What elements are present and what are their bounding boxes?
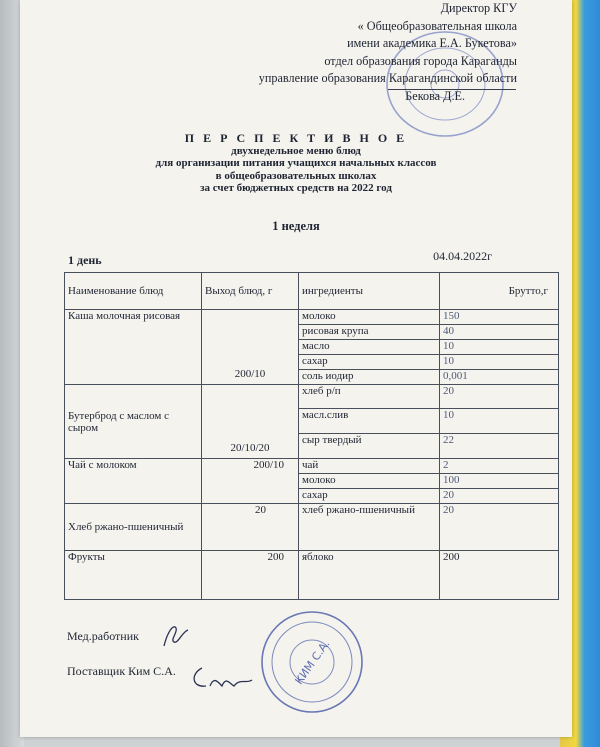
dish-output: 200/10 — [202, 459, 299, 504]
ingredient-gross: 10 — [440, 340, 559, 355]
heading-line: для организации питания учащихся начальных классов — [155, 157, 437, 170]
ingredient-gross: 40 — [440, 325, 559, 340]
stamp-text: КИМ С.А. — [292, 637, 333, 687]
ingredient-gross: 20 — [440, 385, 559, 409]
ingredient-gross: 10 — [440, 409, 559, 434]
signature-line — [388, 89, 516, 90]
dish-output: 20/10/20 — [202, 385, 299, 459]
approval-line: имени академика Е.А. Букетова» — [347, 36, 517, 51]
menu-date: 04.04.2022г — [433, 249, 492, 263]
day-label: 1 день — [68, 253, 102, 267]
document-heading — [20, 132, 572, 195]
dish-output: 20 — [202, 504, 299, 551]
ingredient-name: рисовая крупа — [299, 325, 440, 340]
ingredient-gross: 20 — [440, 504, 559, 551]
column-header: Брутто,г — [440, 273, 559, 310]
heading-line: двухнедельное меню блюд — [231, 144, 361, 157]
column-header: ингредиенты — [299, 273, 440, 310]
ingredient-gross: 10 — [440, 355, 559, 370]
approval-line: управление образования Карагандинской области — [258, 71, 517, 86]
dish-name: Хлеб ржано-пшеничный — [65, 504, 202, 551]
heading-line: в общеобразовательных школах — [215, 169, 377, 182]
menu-document — [20, 0, 572, 737]
table-row — [65, 504, 559, 551]
ingredient-name: хлеб ржано-пшеничный — [299, 504, 440, 551]
approval-line: « Общеобразовательная школа — [357, 18, 517, 33]
ingredient-name: соль иодир — [299, 370, 440, 385]
ingredient-name: сахар — [299, 355, 440, 370]
ingredient-gross: 0,001 — [440, 370, 559, 385]
ingredient-gross: 2 — [440, 459, 559, 474]
approval-signatory: Бекова Д.Е. — [405, 88, 465, 103]
menu-table — [64, 272, 559, 600]
column-header: Наименование блюд — [65, 273, 202, 310]
table-row — [65, 551, 559, 600]
dish-name: Бутерброд с маслом с сыром — [65, 385, 202, 459]
medic-label: Мед.работник — [67, 629, 139, 643]
approval-line: отдел образования города Караганды — [324, 53, 517, 68]
approval-line: Директор КГУ — [440, 1, 517, 15]
dish-name: Чай с молоком — [65, 459, 202, 504]
week-label: 1 неделя — [272, 219, 320, 233]
supplier-label: Поставщик Ким С.А. — [67, 664, 176, 678]
ingredient-name: молоко — [299, 474, 440, 489]
ingredient-gross: 20 — [440, 489, 559, 504]
ingredient-name: хлеб р/п — [299, 385, 440, 409]
ingredient-gross: 200 — [440, 551, 559, 600]
ingredient-name: чай — [299, 459, 440, 474]
table-header-row — [65, 273, 559, 310]
ingredient-name: масло — [299, 340, 440, 355]
dish-output: 200 — [202, 551, 299, 600]
ingredient-gross: 100 — [440, 474, 559, 489]
table-row — [65, 385, 559, 409]
heading-line: за счет бюджетных средств на 2022 год — [200, 182, 392, 195]
supplier-stamp-icon — [256, 606, 368, 718]
dish-name: Каша молочная рисовая — [65, 310, 202, 385]
table-row — [65, 310, 559, 325]
dish-name: Фрукты — [65, 551, 202, 600]
ingredient-name: яблоко — [299, 551, 440, 600]
ingredient-name: молоко — [299, 310, 440, 325]
column-header: Выход блюд, г — [202, 273, 299, 310]
medic-signature-icon — [158, 620, 198, 650]
ingredient-name: масл.слив — [299, 409, 440, 434]
ingredient-name: сыр твердый — [299, 434, 440, 459]
document-title: П Е Р С П Е К Т И В Н О Е — [184, 131, 408, 145]
table-row — [65, 459, 559, 474]
ingredient-gross: 22 — [440, 434, 559, 459]
dish-output: 200/10 — [202, 310, 299, 385]
ingredient-name: сахар — [299, 489, 440, 504]
ingredient-gross: 150 — [440, 310, 559, 325]
